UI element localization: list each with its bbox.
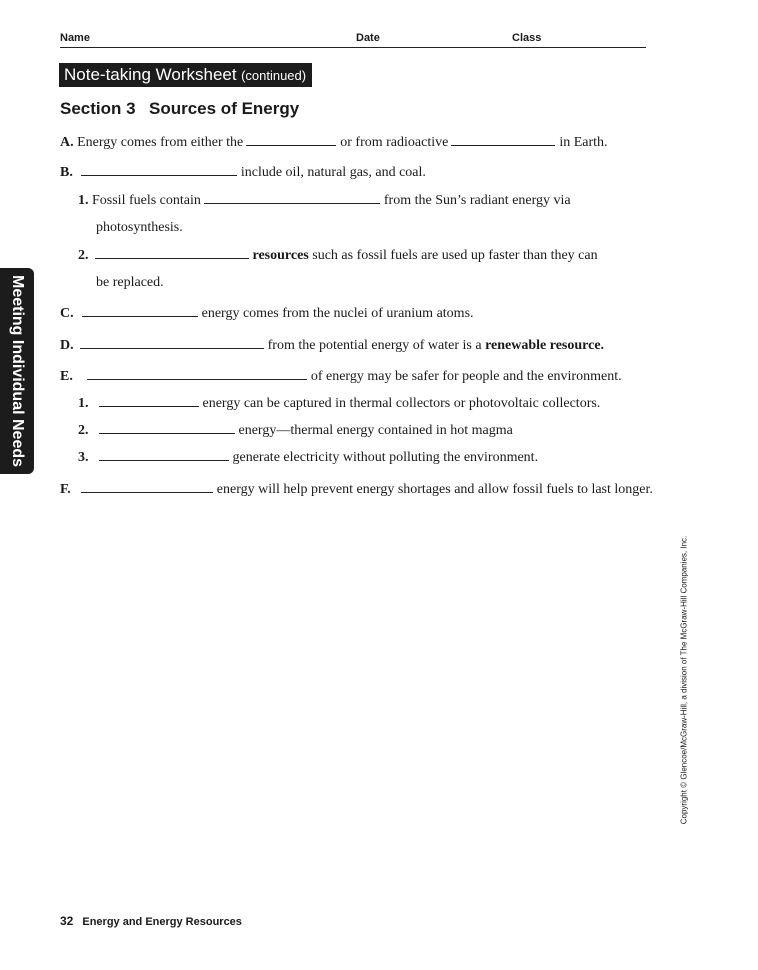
- section-number: Section 3: [60, 99, 136, 118]
- blank-field[interactable]: [81, 480, 213, 493]
- blank-field[interactable]: [204, 191, 380, 204]
- item-e: E. of energy may be safer for people and the environment.: [60, 369, 622, 384]
- item-b1-cont: photosynthesis.: [96, 220, 183, 235]
- worksheet-title: [59, 63, 312, 87]
- copyright-text: Copyright © Glencoe/McGraw-Hill, a division of The McGraw-Hill Companies, Inc.: [679, 535, 689, 825]
- item-e1: 1. energy can be captured in thermal collectors or photovoltaic collectors.: [78, 396, 601, 411]
- item-a: A. Energy comes from either the or from radioactive in Earth.: [60, 135, 608, 150]
- item-b2-cont: be replaced.: [96, 275, 164, 290]
- page-number: 32: [60, 914, 74, 928]
- blank-field[interactable]: [451, 133, 555, 146]
- footer-title: Energy and Energy Resources: [82, 916, 242, 928]
- section-name: Sources of Energy: [149, 99, 300, 118]
- footer: [60, 914, 242, 928]
- name-label: Name: [60, 32, 90, 44]
- blank-field[interactable]: [87, 367, 307, 380]
- item-f: F. energy will help prevent energy shortages and allow fossil fuels to last longer.: [60, 482, 653, 497]
- worksheet-title-continued: (continued): [241, 68, 307, 83]
- blank-field[interactable]: [99, 448, 229, 461]
- class-label: Class: [512, 32, 542, 44]
- item-b1: 1. Fossil fuels contain from the Sun’s radiant energy via: [78, 193, 571, 208]
- date-label: Date: [356, 32, 380, 44]
- blank-field[interactable]: [99, 421, 235, 434]
- worksheet-title-main: Note-taking Worksheet: [64, 65, 237, 84]
- side-tab-label: Meeting Individual Needs: [9, 274, 26, 468]
- blank-field[interactable]: [81, 163, 237, 176]
- blank-field[interactable]: [95, 246, 249, 259]
- blank-field[interactable]: [246, 133, 336, 146]
- blank-field[interactable]: [99, 394, 199, 407]
- item-c: C. energy comes from the nuclei of uranium atoms.: [60, 306, 474, 321]
- header-line: [60, 31, 646, 48]
- section-heading: [60, 99, 299, 119]
- blank-field[interactable]: [82, 304, 198, 317]
- item-b2: 2. resources such as fossil fuels are used up faster than they can: [78, 248, 598, 263]
- item-e3: 3. generate electricity without polluting the environment.: [78, 450, 539, 465]
- item-d: D. from the potential energy of water is a renewable resource.: [60, 338, 605, 353]
- item-e2: 2. energy—thermal energy contained in hot magma: [78, 423, 513, 438]
- blank-field[interactable]: [80, 336, 264, 349]
- item-b: B. include oil, natural gas, and coal.: [60, 165, 426, 180]
- side-tab: [0, 268, 34, 474]
